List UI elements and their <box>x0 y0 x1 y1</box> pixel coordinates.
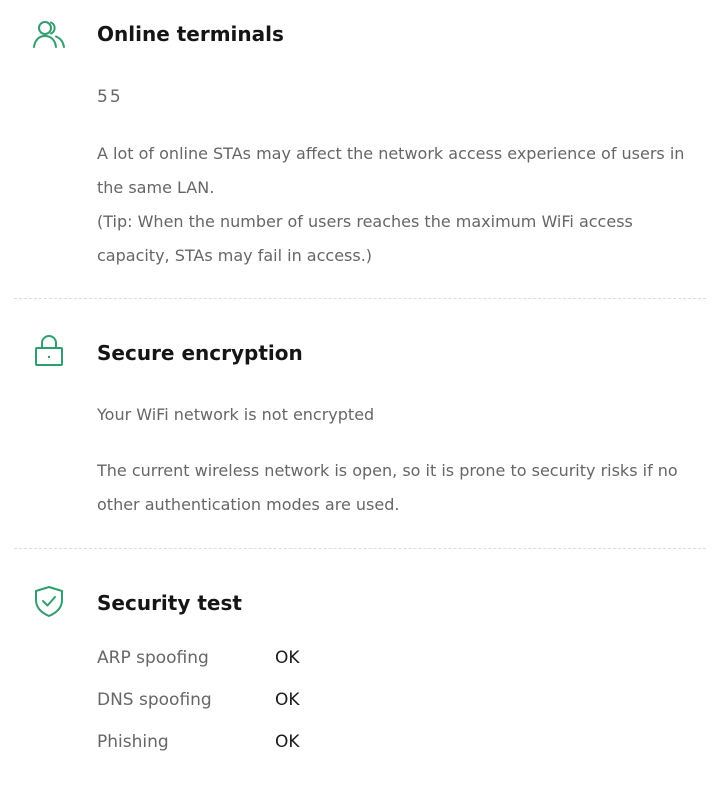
test-result: OK <box>275 690 300 710</box>
test-row-arp <box>97 643 497 673</box>
encryption-status: Your WiFi network is not encrypted <box>97 405 375 424</box>
users-icon <box>32 17 66 51</box>
section-divider <box>14 548 706 549</box>
online-tip: (Tip: When the number of users reaches the maximum WiFi access capacity, STAs may fail in access.) <box>97 212 633 265</box>
test-result: OK <box>275 648 300 668</box>
section-divider <box>14 298 706 299</box>
lock-icon <box>32 334 66 368</box>
test-row-phishing <box>97 727 497 757</box>
section-title: Security test <box>97 591 242 615</box>
section-title: Online terminals <box>97 22 284 46</box>
test-label: DNS spoofing <box>97 690 212 710</box>
online-count: 55 <box>97 87 123 107</box>
test-result: OK <box>275 732 300 752</box>
online-description: A lot of online STAs may affect the network access experience of users in the same LAN. <box>97 144 685 197</box>
shield-check-icon <box>32 584 66 618</box>
test-label: Phishing <box>97 732 169 752</box>
encryption-description: The current wireless network is open, so it is prone to security risks if no other authentication modes are used. <box>97 461 678 514</box>
test-label: ARP spoofing <box>97 648 209 668</box>
test-row-dns <box>97 685 497 715</box>
section-title: Secure encryption <box>97 341 303 365</box>
